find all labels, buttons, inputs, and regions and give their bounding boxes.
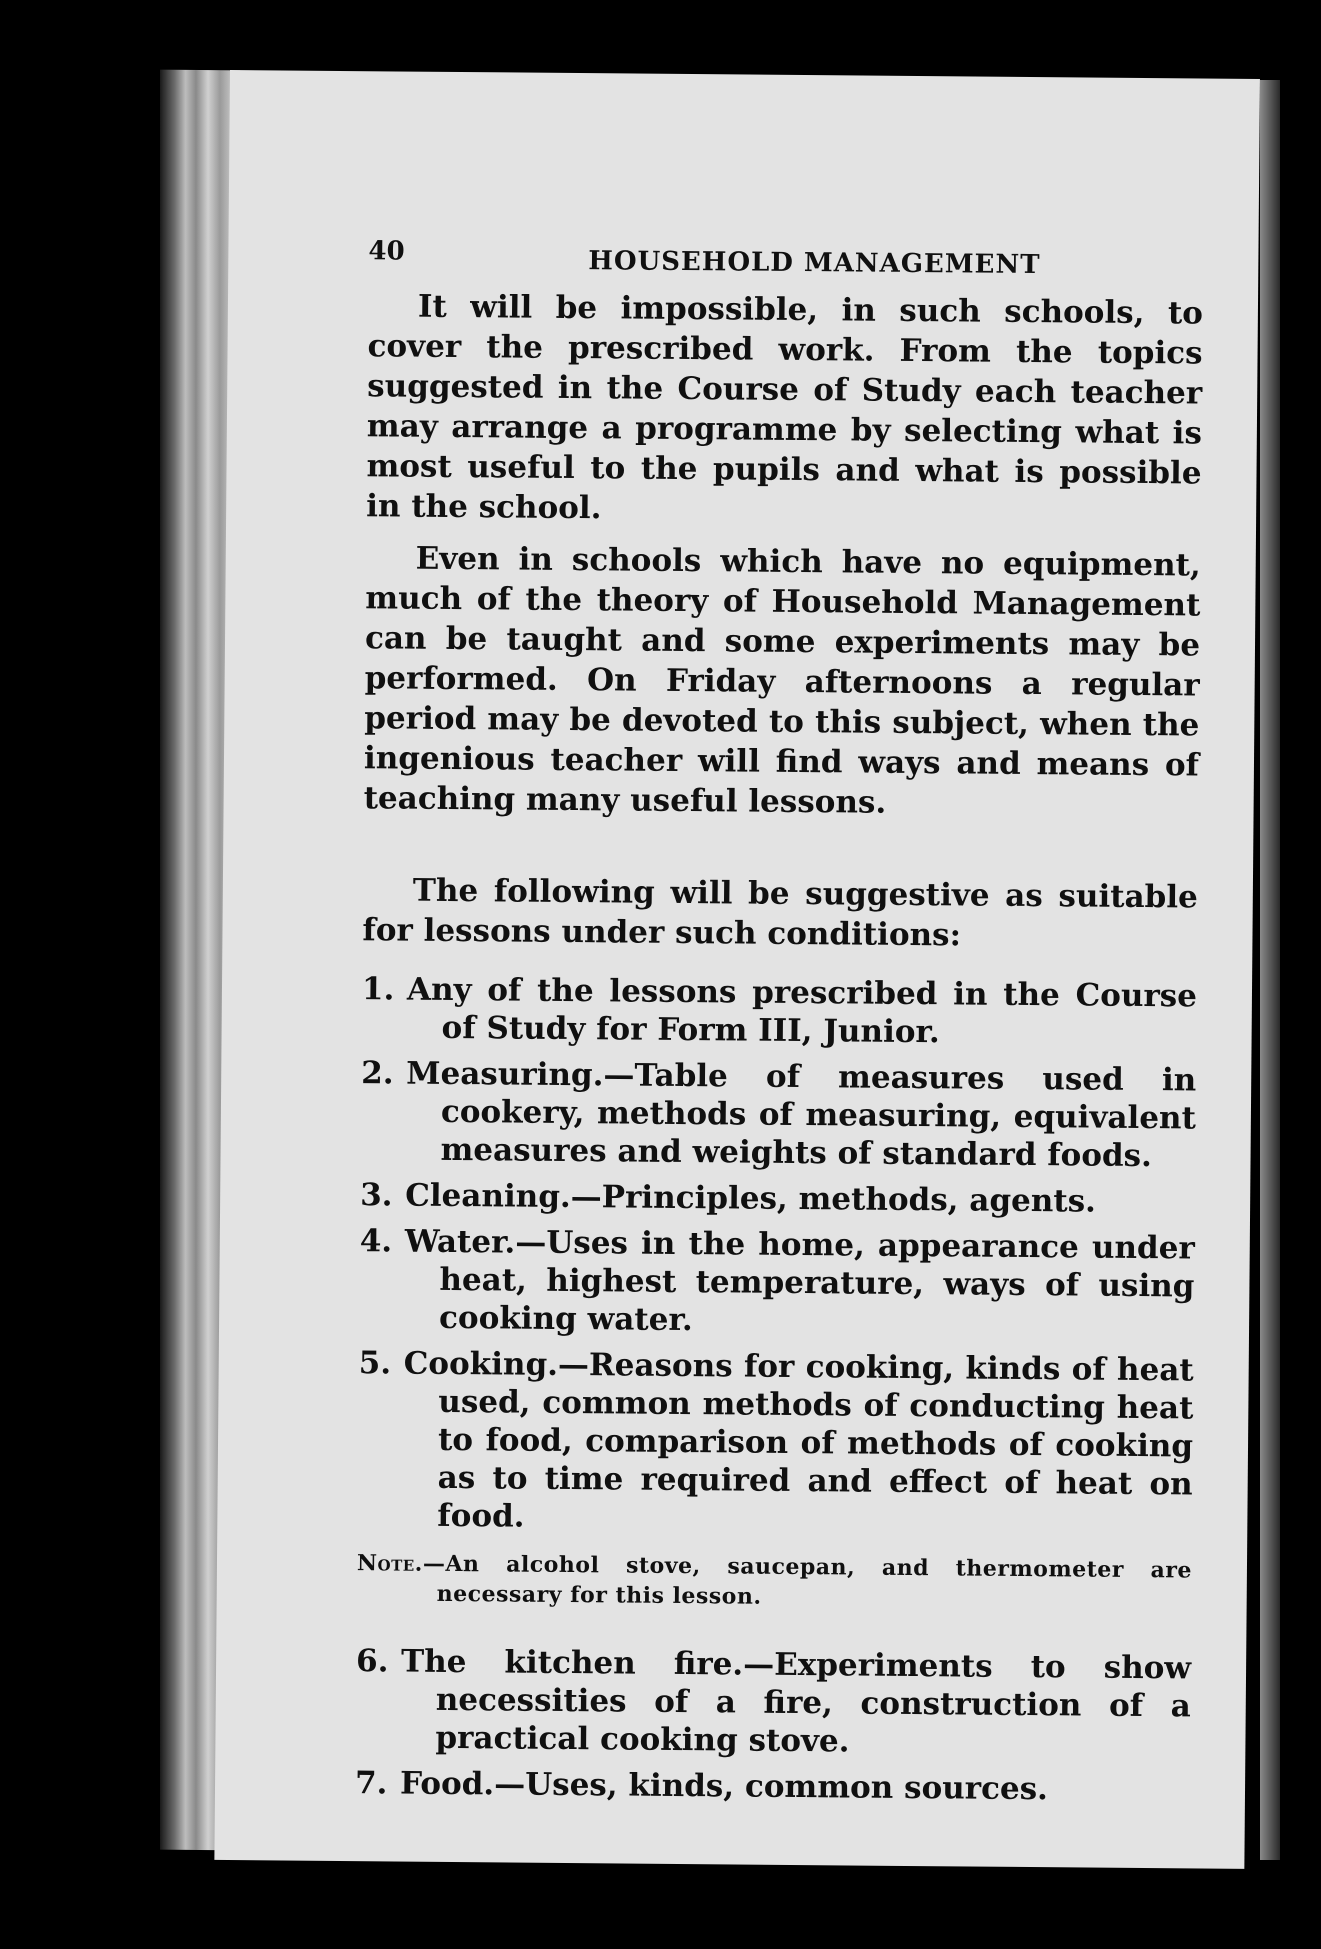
page-number: 40 bbox=[368, 236, 405, 267]
page-header bbox=[368, 236, 1203, 293]
list-item-text: Cooking.—Reasons for cooking, kinds of heat used, common methods of conducting heat to food, comparison of methods of cooking as to time required and effect of heat on food. bbox=[403, 1345, 1194, 1535]
paragraph-3: The following will be suggestive as suitable for lessons under such conditions: bbox=[362, 872, 1198, 954]
list-item-text: Cleaning.—Principles, methods, agents. bbox=[405, 1177, 1097, 1220]
list-item bbox=[359, 1222, 1195, 1343]
paragraph-2: Even in schools which have no equipment, much of the theory of Household Management can be taught and some experiments may be performed. On Friday afternoons a regular period may be devoted to this subject, when the ingenious teacher will find ways and means of teaching many useful lessons. bbox=[363, 540, 1201, 821]
note-label: Note. bbox=[356, 1550, 424, 1577]
list-item-number: 2. bbox=[361, 1055, 394, 1092]
paragraph-1: It will be impossible, in such schools, to cover the prescribed work. From the topics suggested in the Course of Study each teacher may arrange a programme by selecting what is most useful to the pupils and what is possible in the school. bbox=[366, 288, 1204, 527]
list-item-number: 3. bbox=[360, 1177, 393, 1214]
list-item-text: Measuring.—Table of measures used in cookery, methods of measuring, equivalent measures and weights of standard foods. bbox=[406, 1055, 1197, 1175]
list-item-number: 4. bbox=[359, 1223, 393, 1260]
list-item-number: 1. bbox=[361, 971, 395, 1008]
list-item bbox=[360, 1054, 1196, 1175]
list-item bbox=[357, 1344, 1194, 1541]
list-item bbox=[360, 1176, 1195, 1221]
list-item-number: 5. bbox=[358, 1345, 392, 1382]
note bbox=[357, 1548, 1192, 1615]
list-item-text: Any of the lessons prescribed in the Course of Study for Form III, Junior. bbox=[406, 971, 1198, 1051]
list-item-text: Water.—Uses in the home, appearance under heat, highest temperature, ways of using cooking water. bbox=[404, 1223, 1195, 1339]
list-item-text: Food.—Uses, kinds, common sources. bbox=[399, 1765, 1049, 1808]
list-item bbox=[355, 1764, 1190, 1809]
page-content bbox=[355, 236, 1204, 1817]
lesson-list bbox=[357, 970, 1197, 1541]
list-item bbox=[361, 970, 1197, 1053]
list-item-number: 6. bbox=[355, 1643, 389, 1680]
list-item-number: 7. bbox=[354, 1765, 388, 1802]
page-right-edge bbox=[1260, 80, 1280, 1860]
running-title: HOUSEHOLD MANAGEMENT bbox=[588, 246, 1041, 281]
book-page bbox=[214, 70, 1260, 1869]
list-item bbox=[355, 1642, 1191, 1763]
lesson-list-continued bbox=[355, 1642, 1191, 1809]
list-item-text: The kitchen fire.—Experiments to show necessities of a fire, construction of a practical cooking stove. bbox=[400, 1643, 1192, 1760]
note-text: —An alcohol stove, saucepan, and thermometer are necessary for this lesson. bbox=[422, 1550, 1193, 1610]
